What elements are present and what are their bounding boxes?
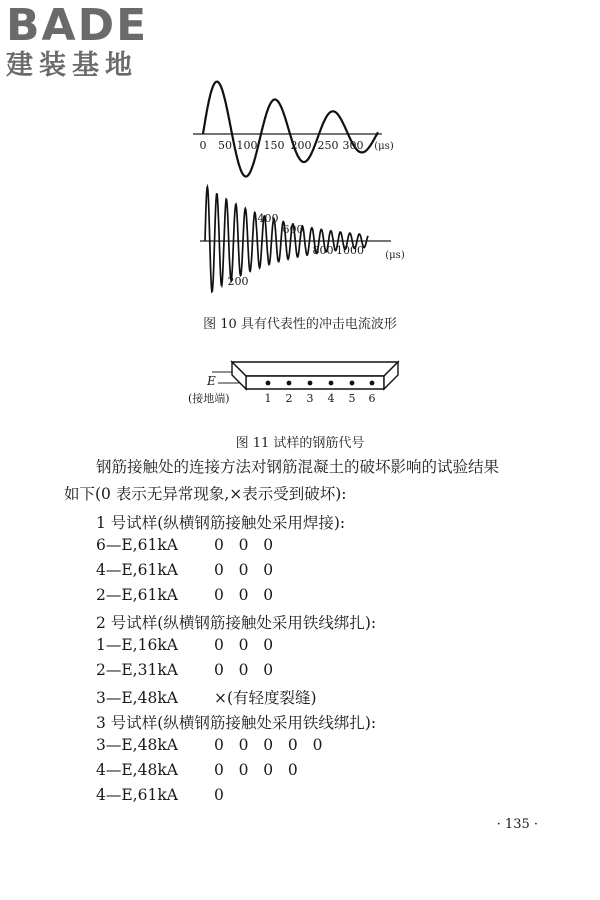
trial-row (96, 561, 273, 579)
trial-row-result: 0 0 0 0 0 (214, 736, 323, 754)
trial-row (96, 586, 273, 604)
figure-10-caption: 图 10 具有代表性的冲击电流波形 (203, 317, 397, 332)
top-axis-tick-labels (200, 139, 394, 152)
slab-top-face (232, 362, 398, 376)
trial-row-result: 0 0 0 (214, 561, 274, 579)
logo-subtitle: 建装基地 (6, 50, 138, 81)
trial-row (96, 661, 273, 679)
specimen-drawing (188, 362, 398, 405)
trial-row-code: 2—E,31kA (96, 661, 178, 679)
e-label: E (207, 374, 216, 388)
rebar-dot-2 (287, 381, 292, 386)
trial-row-result: 0 0 0 0 (214, 761, 298, 779)
trial-row (96, 761, 298, 779)
rebar-dot-5 (350, 381, 355, 386)
peak-label-200: 200 (227, 275, 249, 288)
trial-row-code: 4—E,61kA (96, 786, 178, 804)
trial-row-code: 4—E,61kA (96, 561, 178, 579)
peak-label-600: 600 (282, 223, 304, 236)
trial-row (96, 686, 317, 708)
rebar-number-2: 2 (285, 392, 293, 405)
top-tick-150: 150 (263, 139, 285, 152)
rebar-dot-3 (308, 381, 313, 386)
trial-row (96, 636, 273, 654)
figures-svg (0, 0, 600, 440)
intro-paragraph-line-1: 钢筋接触处的连接方法对钢筋混凝土的破坏影响的试验结果 (96, 458, 500, 476)
top-tick-250: 250 (317, 139, 339, 152)
rebar-number-6: 6 (368, 392, 376, 405)
trial-row-code: 4—E,48kA (96, 761, 178, 779)
trial-row-code: 2—E,61kA (96, 586, 178, 604)
trial-row-result: 0 0 0 (214, 636, 274, 654)
trial-row-result: 0 0 0 (214, 586, 274, 604)
trial-row-code: 6—E,61kA (96, 536, 178, 554)
bottom-waveform-figure (200, 187, 405, 292)
top-waveform-figure (193, 82, 394, 177)
trial-row-code: 3—E,48kA (96, 689, 178, 707)
trial-2-label: 2 号试样(纵横钢筋接触处采用铁线绑扎): (96, 614, 377, 632)
rebar-number-1: 1 (264, 392, 272, 405)
trial-row-result: 0 0 0 (214, 536, 274, 554)
rebar-dot-1 (266, 381, 271, 386)
top-tick-50: 50 (218, 139, 232, 152)
trial-row-result: 0 (214, 786, 224, 804)
top-damped-wave (203, 82, 378, 177)
figure-11-caption: 图 11 试样的钢筋代号 (235, 436, 365, 451)
trial-row (96, 736, 322, 754)
top-tick-100: 100 (236, 139, 258, 152)
trial-row (96, 786, 224, 804)
trial-row-result: ×(有轻度裂缝) (214, 689, 317, 707)
top-axis-unit: (μs) (374, 141, 394, 152)
top-tick-200: 200 (290, 139, 312, 152)
rebar-number-3: 3 (306, 392, 314, 405)
rebar-number-5: 5 (348, 392, 356, 405)
page-number: · 135 · (496, 817, 538, 832)
trial-1-label: 1 号试样(纵横钢筋接触处采用焊接): (96, 514, 346, 532)
ground-terminal-label: (接地端) (188, 392, 230, 405)
peak-label-1000: 1000 (336, 244, 364, 257)
rebar-number-4: 4 (327, 392, 335, 405)
trial-row (96, 536, 273, 554)
peak-label-400: 400 (257, 212, 279, 225)
trial-row-code: 1—E,16kA (96, 636, 178, 654)
trial-row-result: 0 0 0 (214, 661, 274, 679)
trial-3-label: 3 号试样(纵横钢筋接触处采用铁线绑扎): (96, 714, 377, 732)
top-tick-300: 300 (342, 139, 364, 152)
rebar-dot-4 (329, 381, 334, 386)
trial-row-code: 3—E,48kA (96, 736, 178, 754)
intro-paragraph-line-2: 如下(0 表示无异常现象,×表示受到破坏): (64, 485, 347, 503)
peak-label-800: 800 (312, 244, 334, 257)
logo-wordmark: BADE (6, 0, 149, 51)
top-tick-0: 0 (199, 139, 207, 152)
rebar-dot-6 (370, 381, 375, 386)
bottom-axis-unit: (μs) (385, 250, 405, 261)
